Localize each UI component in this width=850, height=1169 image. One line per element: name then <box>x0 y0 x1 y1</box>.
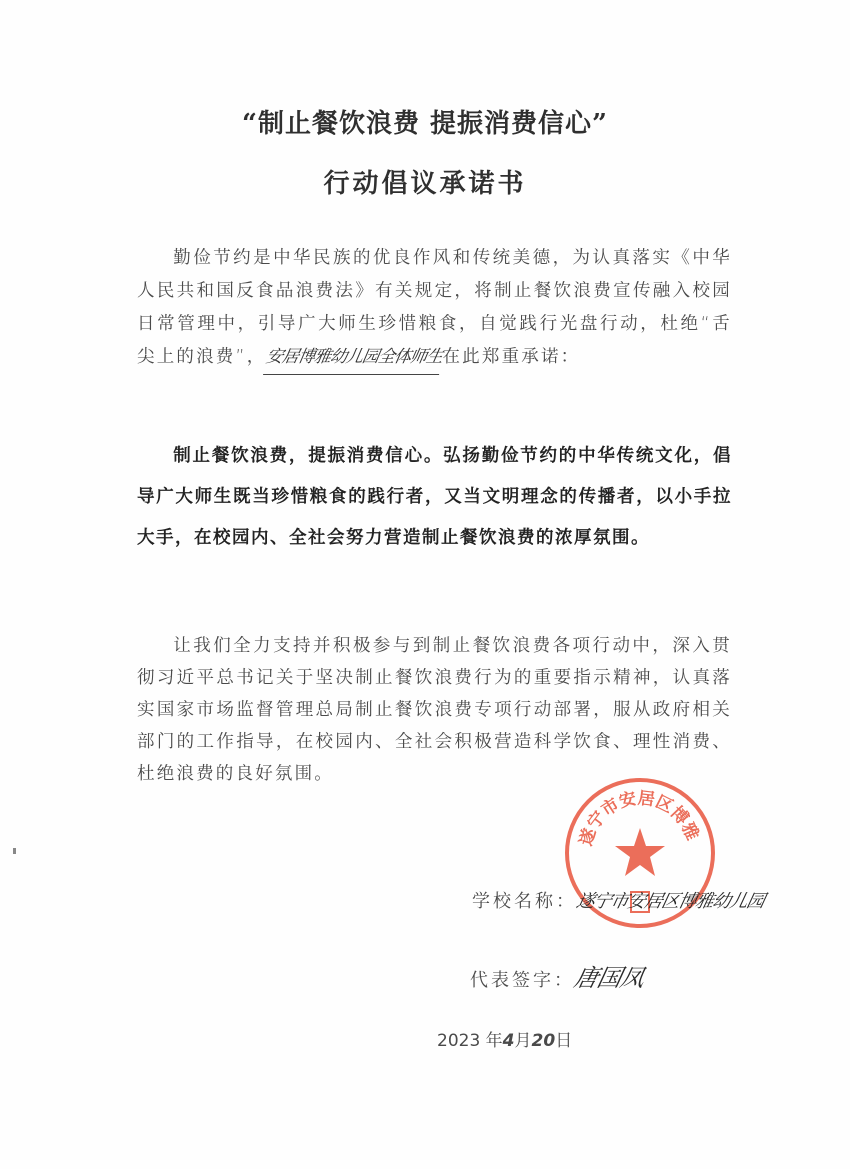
scan-speck <box>13 848 16 854</box>
document-title-line1: “制止餐饮浪费 提振消费信心” <box>242 109 608 139</box>
signature-handwritten: 唐国凤 <box>571 964 647 992</box>
school-name-row <box>472 887 764 913</box>
school-name-handwritten: 遂宁市安居区博雅幼儿园 <box>574 891 766 912</box>
date-day: 20 <box>531 1031 556 1051</box>
date-month-label: 月 <box>514 1031 532 1051</box>
svg-text:遂宁市安居区博雅: 遂宁市安居区博雅 <box>576 788 703 849</box>
school-name-label: 学校名称： <box>472 891 577 912</box>
signature-row <box>470 958 647 993</box>
paragraph-intro-tail: 在此郑重承诺： <box>442 347 581 367</box>
paragraph-commitment <box>137 436 732 559</box>
paragraph-intro-text: 勤俭节约是中华民族的优良作风和传统美德，为认真落实《中华人民共和国反食品浪费法》有关规定，将制止餐饮浪费宣传融入校园日常管理中，引导广大师生珍惜粮食，自觉践行光盘行动，杜绝“舌尖上的浪费”， <box>137 248 732 367</box>
date-year: 2023 年 <box>437 1031 503 1051</box>
date-row <box>437 1026 572 1051</box>
document-title-line2: 行动倡议承诺书 <box>323 169 527 199</box>
handwritten-participants: 安居博雅幼儿园全体师生 <box>263 341 445 375</box>
date-day-label: 日 <box>555 1031 573 1051</box>
paragraph-call-to-action-text: 让我们全力支持并积极参与到制止餐饮浪费各项行动中，深入贯彻习近平总书记关于坚决制止餐饮浪费行为的重要指示精神，认真落实国家市场监督管理总局制止餐饮浪费专项行动部署，服从政府相关部门的工作指导，在校园内、全社会积极营造科学饮食、理性消费、杜绝浪费的良好氛围。 <box>137 636 732 784</box>
paragraph-intro <box>137 242 732 375</box>
paragraph-commitment-text: 制止餐饮浪费，提振消费信心。弘扬勤俭节约的中华传统文化，倡导广大师生既当珍惜粮食的践行者，又当文明理念的传播者，以小手拉大手，在校园内、全社会努力营造制止餐饮浪费的浓厚氛围。 <box>137 446 732 548</box>
paragraph-call-to-action <box>137 630 732 790</box>
date-month: 4 <box>502 1031 515 1051</box>
signature-label: 代表签字： <box>470 970 575 991</box>
